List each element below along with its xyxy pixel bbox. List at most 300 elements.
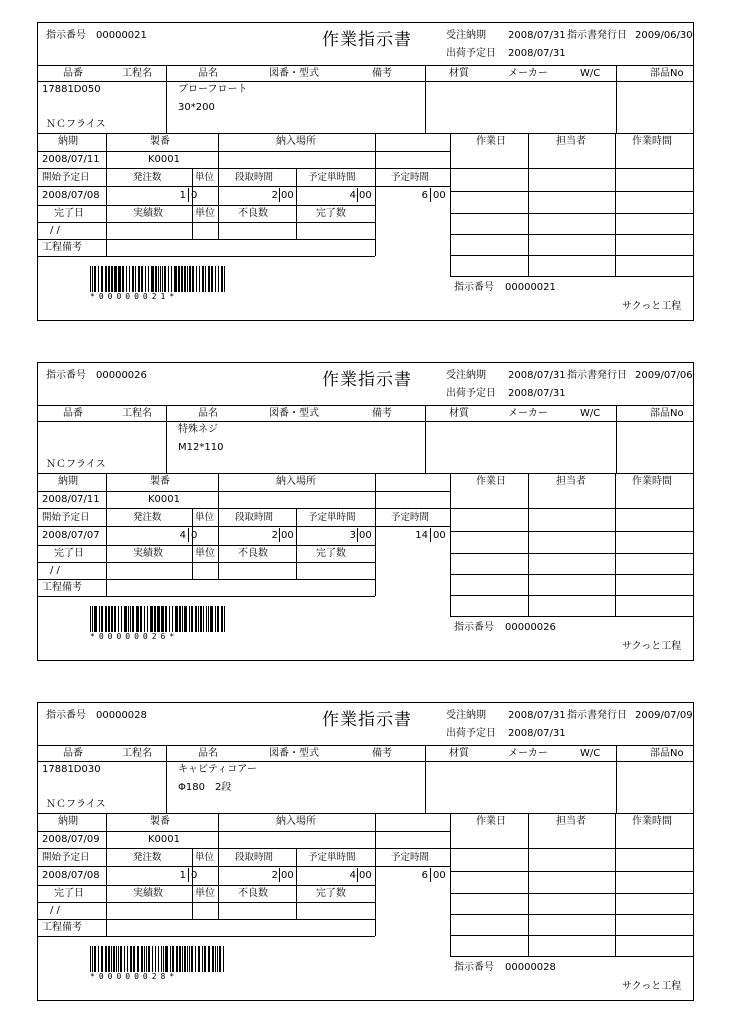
ship-date-value: 2008/07/31 — [508, 728, 566, 739]
barcode-bar — [129, 266, 130, 292]
barcode-bar — [184, 266, 186, 292]
barcode-bar — [162, 606, 164, 632]
process-value: ＮＣフライス — [46, 459, 106, 470]
process-notes-label: 工程備考 — [42, 242, 82, 253]
barcode-bar — [101, 606, 103, 632]
barcode-bar — [205, 266, 206, 292]
barcode-bar — [210, 606, 212, 632]
barcode-bar — [169, 606, 170, 632]
barcode-text: *00000026* — [90, 632, 179, 641]
barcode-bar — [165, 946, 167, 972]
col-work-date: 作業日 — [476, 136, 506, 147]
setup-dec: 00 — [281, 190, 294, 201]
barcode-bar — [119, 266, 120, 292]
col-person: 担当者 — [556, 476, 586, 487]
col-process: 工程名 — [122, 68, 152, 79]
col-delivery: 納入場所 — [276, 476, 316, 487]
barcode-bar — [92, 606, 94, 632]
plan-time-dec: 00 — [433, 190, 446, 201]
order-qty-int: 1 — [179, 870, 186, 881]
barcode-bar — [122, 266, 124, 292]
col-done-date: 完了日 — [54, 208, 84, 219]
ship-date-label: 出荷予定日 — [446, 388, 496, 399]
footer-brand: サクっと工程 — [622, 641, 682, 652]
barcode-bar — [148, 266, 149, 292]
unit-time-dec: 00 — [359, 870, 372, 881]
footer-order-no-value: 00000026 — [505, 622, 556, 633]
work-order-sheet-3 — [37, 702, 694, 1001]
order-no-value: 00000026 — [96, 370, 147, 381]
unit-time-dec: 00 — [359, 190, 372, 201]
col-order-qty: 発注数 — [133, 852, 162, 863]
barcode-bar — [181, 266, 183, 292]
barcode-bar — [189, 606, 190, 632]
barcode-bar — [221, 266, 223, 292]
barcode-bar — [223, 946, 224, 972]
col-done-qty: 完了数 — [316, 208, 346, 219]
barcode-bar — [94, 606, 96, 632]
setup-int: 2 — [271, 190, 278, 201]
item-no-value: 17881D050 — [42, 84, 101, 95]
barcode-bar — [135, 266, 136, 292]
col-process: 工程名 — [122, 748, 152, 759]
col-plan-time: 予定時間 — [391, 852, 430, 863]
col-person: 担当者 — [556, 816, 586, 827]
item-spec-value: M12*110 — [178, 442, 224, 453]
barcode-bar — [127, 946, 128, 972]
col-unit: 単位 — [195, 172, 215, 183]
barcode-bar — [105, 606, 107, 632]
col-part-no: 部品No — [650, 68, 684, 79]
order-qty-int: 1 — [179, 190, 186, 201]
barcode-bar — [224, 266, 225, 292]
due-value: 2008/07/11 — [42, 494, 100, 505]
process-value: ＮＣフライス — [46, 119, 106, 130]
unit-time-dec: 00 — [359, 530, 372, 541]
barcode-bar — [98, 946, 99, 972]
barcode-bar — [182, 606, 184, 632]
barcode-bar — [132, 606, 134, 632]
barcode-bar — [126, 266, 127, 292]
order-qty-dec: 0 — [191, 530, 198, 541]
barcode-bar — [150, 606, 152, 632]
barcode — [90, 606, 226, 632]
barcode-bar — [221, 606, 223, 632]
start-date-value: 2008/07/08 — [42, 190, 100, 201]
barcode-bar — [146, 946, 147, 972]
col-due: 納期 — [58, 816, 78, 827]
barcode-bar — [94, 946, 96, 972]
col-unit: 単位 — [195, 852, 215, 863]
col-maker: メーカー — [508, 68, 548, 79]
received-due-label: 受注納期 — [446, 30, 486, 41]
received-due-label: 受注納期 — [446, 710, 486, 721]
barcode-bar — [171, 266, 172, 292]
plan-time-dec: 00 — [433, 870, 446, 881]
barcode-bar — [120, 946, 122, 972]
plan-time-dec: 00 — [433, 530, 446, 541]
col-material: 材質 — [449, 408, 469, 419]
barcode — [90, 946, 226, 972]
col-unit-2: 単位 — [195, 888, 215, 899]
barcode-bar — [161, 606, 162, 632]
col-plan-time: 予定時間 — [391, 172, 430, 183]
item-name-value: ブローフロート — [178, 84, 248, 95]
col-wc: W/C — [580, 68, 601, 79]
barcode-bar — [218, 266, 219, 292]
barcode-bar — [141, 266, 143, 292]
col-work-date: 作業日 — [476, 816, 506, 827]
col-notes: 備考 — [372, 748, 392, 759]
barcode-bar — [178, 266, 180, 292]
barcode — [90, 266, 226, 292]
sheet-title: 作業指示書 — [322, 710, 412, 730]
order-no-label: 指示番号 — [46, 30, 86, 41]
footer-order-no-label: 指示番号 — [454, 622, 494, 633]
barcode-bar — [196, 266, 197, 292]
barcode-bar — [152, 946, 153, 972]
received-due-value: 2008/07/31 — [508, 370, 566, 381]
done-date-value: / / — [50, 905, 60, 916]
barcode-bar — [154, 606, 155, 632]
issue-date-value: 2009/07/09 — [635, 710, 693, 721]
barcode-bar — [108, 606, 110, 632]
col-due: 納期 — [58, 476, 78, 487]
col-work-time: 作業時間 — [632, 816, 672, 827]
barcode-bar — [155, 946, 156, 972]
col-actual-qty: 実績数 — [133, 208, 163, 219]
barcode-bar — [219, 946, 221, 972]
col-defect-qty: 不良数 — [238, 548, 268, 559]
col-item-no: 品番 — [63, 748, 83, 759]
barcode-bar — [136, 606, 137, 632]
col-part-no: 部品No — [650, 408, 684, 419]
barcode-bar — [182, 946, 183, 972]
col-unit: 単位 — [195, 512, 215, 523]
plan-time-int: 6 — [421, 870, 428, 881]
barcode-bar — [108, 266, 110, 292]
issue-date-label: 指示書発行日 — [567, 370, 627, 381]
serial-value: K0001 — [148, 834, 181, 845]
barcode-bar — [215, 606, 216, 632]
col-notes: 備考 — [372, 408, 392, 419]
col-actual-qty: 実績数 — [133, 548, 163, 559]
barcode-bar — [155, 266, 156, 292]
barcode-bar — [163, 946, 164, 972]
barcode-bar — [192, 266, 194, 292]
col-unit-time: 予定単時間 — [308, 852, 356, 863]
item-spec-value: Φ180 2段 — [178, 782, 232, 793]
order-no-label: 指示番号 — [46, 370, 86, 381]
due-value: 2008/07/09 — [42, 834, 100, 845]
barcode-bar — [155, 606, 156, 632]
barcode-bar — [208, 946, 209, 972]
order-no-label: 指示番号 — [46, 710, 86, 721]
work-order-sheet-1 — [37, 22, 694, 321]
col-defect-qty: 不良数 — [238, 208, 268, 219]
barcode-bar — [184, 606, 186, 632]
barcode-bar — [108, 946, 110, 972]
barcode-bar — [175, 606, 177, 632]
done-date-value: / / — [50, 225, 60, 236]
barcode-bar — [160, 266, 161, 292]
work-order-sheet-2 — [37, 362, 694, 661]
barcode-bar — [179, 946, 181, 972]
plan-time-int: 14 — [415, 530, 428, 541]
barcode-bar — [217, 606, 219, 632]
item-name-value: 特殊ネジ — [178, 424, 218, 435]
barcode-text: *00000021* — [90, 292, 179, 301]
footer-order-no-value: 00000028 — [505, 962, 556, 973]
due-value: 2008/07/11 — [42, 154, 100, 165]
barcode-bar — [99, 606, 100, 632]
setup-int: 2 — [271, 530, 278, 541]
barcode-bar — [128, 606, 129, 632]
col-item-no: 品番 — [63, 408, 83, 419]
barcode-bar — [118, 266, 119, 292]
issue-date-label: 指示書発行日 — [567, 710, 627, 721]
start-date-value: 2008/07/07 — [42, 530, 100, 541]
order-qty-int: 4 — [179, 530, 186, 541]
col-delivery: 納入場所 — [276, 136, 316, 147]
col-serial: 製番 — [150, 136, 170, 147]
barcode-bar — [113, 946, 115, 972]
barcode-bar — [151, 266, 153, 292]
barcode-bar — [202, 946, 203, 972]
received-due-value: 2008/07/31 — [508, 30, 566, 41]
col-item-name: 品名 — [198, 408, 218, 419]
col-unit-2: 単位 — [195, 548, 215, 559]
unit-time-int: 3 — [349, 530, 356, 541]
barcode-bar — [211, 266, 213, 292]
col-work-date: 作業日 — [476, 476, 506, 487]
barcode-bar — [92, 266, 93, 292]
setup-dec: 00 — [281, 530, 294, 541]
barcode-bar — [124, 946, 125, 972]
barcode-bar — [172, 946, 173, 972]
received-due-value: 2008/07/31 — [508, 710, 566, 721]
order-qty-dec: 0 — [191, 870, 198, 881]
barcode-bar — [124, 606, 126, 632]
barcode-bar — [208, 266, 209, 292]
sheet-title: 作業指示書 — [322, 370, 412, 390]
barcode-bar — [137, 946, 138, 972]
footer-order-no-label: 指示番号 — [454, 282, 494, 293]
item-spec-value: 30*200 — [178, 102, 215, 113]
footer-order-no-value: 00000021 — [505, 282, 556, 293]
barcode-bar — [144, 606, 145, 632]
barcode-bar — [156, 266, 157, 292]
col-work-time: 作業時間 — [632, 476, 672, 487]
col-start-date: 開始予定日 — [42, 172, 90, 183]
barcode-bar — [158, 266, 159, 292]
barcode-bar — [191, 606, 193, 632]
col-plan-time: 予定時間 — [391, 512, 430, 523]
item-name-value: キャビティコアー — [178, 764, 257, 775]
order-qty-dec: 0 — [191, 190, 198, 201]
serial-value: K0001 — [148, 494, 181, 505]
barcode-bar — [172, 606, 174, 632]
process-notes-label: 工程備考 — [42, 582, 82, 593]
barcode-bar — [189, 266, 190, 292]
barcode-bar — [138, 266, 139, 292]
footer-brand: サクっと工程 — [622, 301, 682, 312]
barcode-bar — [145, 266, 146, 292]
col-unit-time: 予定単時間 — [308, 512, 356, 523]
barcode-bar — [90, 946, 91, 972]
barcode-bar — [158, 946, 159, 972]
barcode-bar — [208, 606, 210, 632]
barcode-bar — [90, 266, 91, 292]
barcode-bar — [144, 946, 145, 972]
col-defect-qty: 不良数 — [238, 888, 268, 899]
barcode-bar — [101, 266, 102, 292]
unit-time-int: 4 — [349, 190, 356, 201]
order-no-value: 00000021 — [96, 30, 147, 41]
barcode-bar — [116, 946, 117, 972]
barcode-bar — [133, 946, 135, 972]
barcode-bar — [162, 266, 163, 292]
col-unit-time: 予定単時間 — [308, 172, 356, 183]
barcode-bar — [224, 606, 225, 632]
barcode-bar — [204, 946, 206, 972]
barcode-bar — [176, 946, 178, 972]
barcode-bar — [179, 606, 181, 632]
col-drawing: 図番・型式 — [269, 408, 319, 419]
barcode-bar — [118, 946, 119, 972]
barcode-bar — [187, 946, 188, 972]
barcode-text: *00000028* — [90, 972, 179, 981]
done-date-value: / / — [50, 565, 60, 576]
barcode-bar — [130, 606, 132, 632]
barcode-bar — [111, 266, 113, 292]
col-wc: W/C — [580, 408, 601, 419]
barcode-bar — [195, 946, 196, 972]
barcode-bar — [165, 606, 167, 632]
col-start-date: 開始予定日 — [42, 852, 90, 863]
col-maker: メーカー — [508, 748, 548, 759]
barcode-bar — [215, 266, 216, 292]
col-serial: 製番 — [150, 476, 170, 487]
received-due-label: 受注納期 — [446, 370, 486, 381]
barcode-bar — [157, 606, 159, 632]
setup-int: 2 — [271, 870, 278, 881]
barcode-bar — [215, 946, 216, 972]
process-notes-label: 工程備考 — [42, 922, 82, 933]
col-item-name: 品名 — [198, 748, 218, 759]
col-actual-qty: 実績数 — [133, 888, 163, 899]
col-order-qty: 発注数 — [133, 512, 162, 523]
barcode-bar — [212, 946, 214, 972]
col-part-no: 部品No — [650, 748, 684, 759]
barcode-bar — [90, 606, 91, 632]
col-setup-time: 段取時間 — [235, 512, 274, 523]
col-done-qty: 完了数 — [316, 548, 346, 559]
process-value: ＮＣフライス — [46, 799, 106, 810]
barcode-bar — [206, 606, 207, 632]
order-no-value: 00000028 — [96, 710, 147, 721]
col-work-time: 作業時間 — [632, 136, 672, 147]
barcode-bar — [140, 606, 142, 632]
footer-brand: サクっと工程 — [622, 981, 682, 992]
ship-date-value: 2008/07/31 — [508, 48, 566, 59]
barcode-bar — [121, 606, 123, 632]
col-done-date: 完了日 — [54, 888, 84, 899]
barcode-bar — [111, 946, 112, 972]
col-item-name: 品名 — [198, 68, 218, 79]
col-done-qty: 完了数 — [316, 888, 346, 899]
barcode-bar — [168, 266, 169, 292]
barcode-bar — [164, 266, 166, 292]
barcode-bar — [148, 946, 150, 972]
barcode-bar — [174, 266, 176, 292]
unit-time-int: 4 — [349, 870, 356, 881]
barcode-bar — [111, 606, 113, 632]
barcode-bar — [114, 606, 116, 632]
col-drawing: 図番・型式 — [269, 68, 319, 79]
col-setup-time: 段取時間 — [235, 172, 274, 183]
col-maker: メーカー — [508, 408, 548, 419]
barcode-bar — [198, 946, 199, 972]
barcode-bar — [195, 606, 197, 632]
col-drawing: 図番・型式 — [269, 748, 319, 759]
barcode-bar — [118, 606, 119, 632]
barcode-bar — [189, 946, 190, 972]
barcode-bar — [203, 606, 205, 632]
barcode-bar — [141, 946, 143, 972]
barcode-bar — [98, 266, 99, 292]
col-notes: 備考 — [372, 68, 392, 79]
issue-date-value: 2009/06/30 — [635, 30, 693, 41]
ship-date-label: 出荷予定日 — [446, 728, 496, 739]
col-setup-time: 段取時間 — [235, 852, 274, 863]
plan-time-int: 6 — [421, 190, 428, 201]
col-material: 材質 — [449, 748, 469, 759]
col-done-date: 完了日 — [54, 548, 84, 559]
col-wc: W/C — [580, 748, 601, 759]
barcode-bar — [161, 946, 162, 972]
barcode-bar — [114, 266, 116, 292]
col-order-qty: 発注数 — [133, 172, 162, 183]
barcode-bar — [202, 266, 203, 292]
item-no-value: 17881D030 — [42, 764, 101, 775]
barcode-bar — [200, 606, 202, 632]
col-serial: 製番 — [150, 816, 170, 827]
barcode-bar — [191, 946, 193, 972]
col-delivery: 納入場所 — [276, 816, 316, 827]
col-start-date: 開始予定日 — [42, 512, 90, 523]
ship-date-value: 2008/07/31 — [508, 388, 566, 399]
issue-date-value: 2009/07/06 — [635, 370, 693, 381]
barcode-bar — [147, 606, 149, 632]
ship-date-label: 出荷予定日 — [446, 48, 496, 59]
col-process: 工程名 — [122, 408, 152, 419]
barcode-bar — [137, 606, 139, 632]
setup-dec: 00 — [281, 870, 294, 881]
col-material: 材質 — [449, 68, 469, 79]
serial-value: K0001 — [148, 154, 181, 165]
barcode-bar — [105, 946, 107, 972]
col-person: 担当者 — [556, 136, 586, 147]
sheet-title: 作業指示書 — [322, 30, 412, 50]
barcode-bar — [132, 266, 133, 292]
barcode-bar — [94, 266, 96, 292]
barcode-bar — [217, 946, 218, 972]
barcode-bar — [184, 946, 186, 972]
start-date-value: 2008/07/08 — [42, 870, 100, 881]
barcode-bar — [92, 946, 93, 972]
barcode-bar — [170, 946, 171, 972]
